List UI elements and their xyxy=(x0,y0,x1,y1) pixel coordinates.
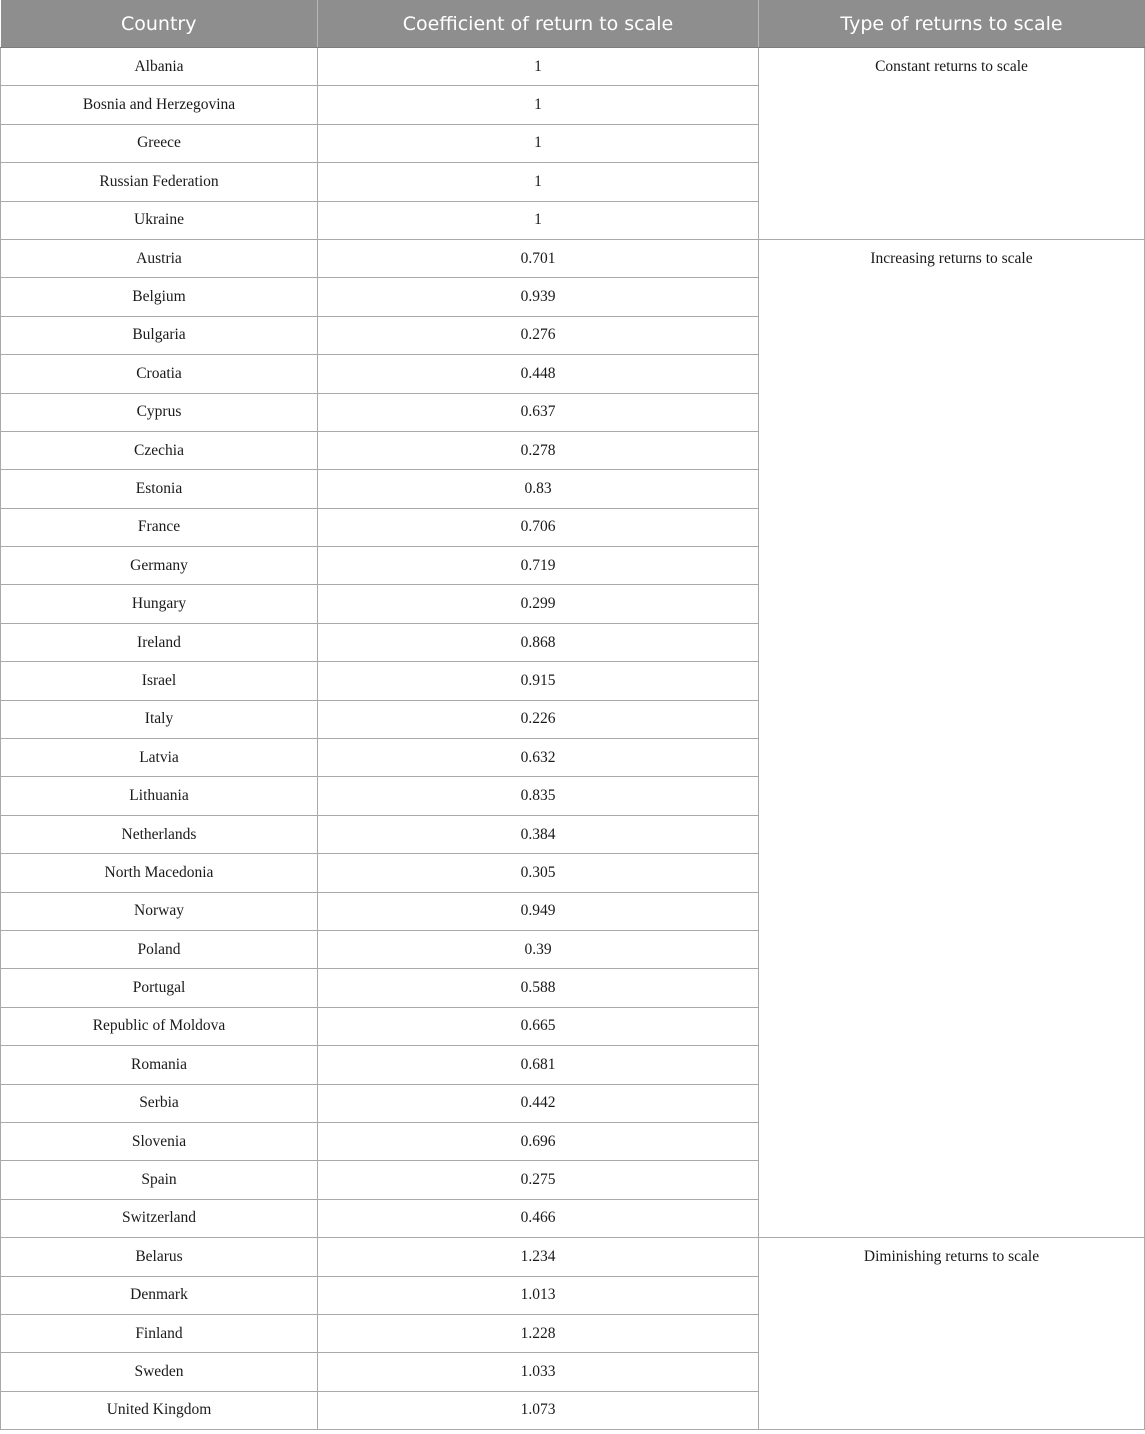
coefficient-cell: 0.384 xyxy=(318,815,759,853)
coefficient-cell: 0.278 xyxy=(318,431,759,469)
country-cell: Greece xyxy=(1,124,318,162)
coefficient-cell: 1 xyxy=(318,124,759,162)
country-cell: Sweden xyxy=(1,1353,318,1391)
coefficient-cell: 0.442 xyxy=(318,1084,759,1122)
coefficient-cell: 0.868 xyxy=(318,623,759,661)
country-cell: Estonia xyxy=(1,470,318,508)
column-header-country: Country xyxy=(1,0,318,48)
country-cell: Lithuania xyxy=(1,777,318,815)
country-cell: Bosnia and Herzegovina xyxy=(1,86,318,124)
country-cell: Portugal xyxy=(1,969,318,1007)
coefficient-cell: 0.632 xyxy=(318,739,759,777)
country-cell: Slovenia xyxy=(1,1122,318,1160)
coefficient-cell: 0.701 xyxy=(318,239,759,277)
country-cell: Ireland xyxy=(1,623,318,661)
country-cell: Denmark xyxy=(1,1276,318,1314)
coefficient-cell: 0.696 xyxy=(318,1122,759,1160)
coefficient-cell: 0.681 xyxy=(318,1046,759,1084)
column-header-coefficient: Coefficient of return to scale xyxy=(318,0,759,48)
coefficient-cell: 1.013 xyxy=(318,1276,759,1314)
returns-type-cell: Diminishing returns to scale xyxy=(759,1238,1145,1430)
country-cell: Cyprus xyxy=(1,393,318,431)
coefficient-cell: 1.228 xyxy=(318,1314,759,1352)
country-cell: Netherlands xyxy=(1,815,318,853)
coefficient-cell: 0.276 xyxy=(318,316,759,354)
country-cell: Ukraine xyxy=(1,201,318,239)
coefficient-cell: 0.226 xyxy=(318,700,759,738)
coefficient-cell: 0.719 xyxy=(318,547,759,585)
country-cell: Austria xyxy=(1,239,318,277)
coefficient-cell: 0.305 xyxy=(318,854,759,892)
country-cell: Switzerland xyxy=(1,1199,318,1237)
table-row xyxy=(1,48,1145,86)
coefficient-cell: 0.665 xyxy=(318,1007,759,1045)
coefficient-cell: 0.39 xyxy=(318,930,759,968)
coefficient-cell: 1.033 xyxy=(318,1353,759,1391)
country-cell: Belgium xyxy=(1,278,318,316)
table-header xyxy=(1,0,1145,48)
coefficient-cell: 0.949 xyxy=(318,892,759,930)
coefficient-cell: 0.706 xyxy=(318,508,759,546)
coefficient-cell: 0.915 xyxy=(318,662,759,700)
coefficient-cell: 0.835 xyxy=(318,777,759,815)
country-cell: Republic of Moldova xyxy=(1,1007,318,1045)
coefficient-cell: 0.275 xyxy=(318,1161,759,1199)
coefficient-cell: 1 xyxy=(318,163,759,201)
country-cell: Norway xyxy=(1,892,318,930)
country-cell: Serbia xyxy=(1,1084,318,1122)
coefficient-cell: 1 xyxy=(318,201,759,239)
country-cell: Spain xyxy=(1,1161,318,1199)
country-cell: Romania xyxy=(1,1046,318,1084)
coefficient-cell: 0.637 xyxy=(318,393,759,431)
header-row xyxy=(1,0,1145,48)
coefficient-cell: 0.299 xyxy=(318,585,759,623)
country-cell: France xyxy=(1,508,318,546)
coefficient-cell: 1 xyxy=(318,48,759,86)
coefficient-cell: 1.073 xyxy=(318,1391,759,1429)
coefficient-cell: 0.588 xyxy=(318,969,759,1007)
country-cell: Russian Federation xyxy=(1,163,318,201)
returns-type-cell: Increasing returns to scale xyxy=(759,239,1145,1237)
country-cell: Hungary xyxy=(1,585,318,623)
country-cell: Croatia xyxy=(1,355,318,393)
country-cell: Israel xyxy=(1,662,318,700)
coefficient-cell: 0.448 xyxy=(318,355,759,393)
country-cell: Belarus xyxy=(1,1238,318,1276)
country-cell: Bulgaria xyxy=(1,316,318,354)
country-cell: United Kingdom xyxy=(1,1391,318,1429)
country-cell: Czechia xyxy=(1,431,318,469)
coefficient-cell: 0.466 xyxy=(318,1199,759,1237)
country-cell: North Macedonia xyxy=(1,854,318,892)
column-header-type: Type of returns to scale xyxy=(759,0,1145,48)
country-cell: Albania xyxy=(1,48,318,86)
table-row xyxy=(1,239,1145,277)
table-body xyxy=(1,48,1145,1430)
coefficient-cell: 1 xyxy=(318,86,759,124)
coefficient-cell: 1.234 xyxy=(318,1238,759,1276)
country-cell: Latvia xyxy=(1,739,318,777)
country-cell: Poland xyxy=(1,930,318,968)
coefficient-cell: 0.939 xyxy=(318,278,759,316)
coefficient-cell: 0.83 xyxy=(318,470,759,508)
returns-type-cell: Constant returns to scale xyxy=(759,48,1145,240)
country-cell: Italy xyxy=(1,700,318,738)
country-cell: Germany xyxy=(1,547,318,585)
table-row xyxy=(1,1238,1145,1276)
country-cell: Finland xyxy=(1,1314,318,1352)
